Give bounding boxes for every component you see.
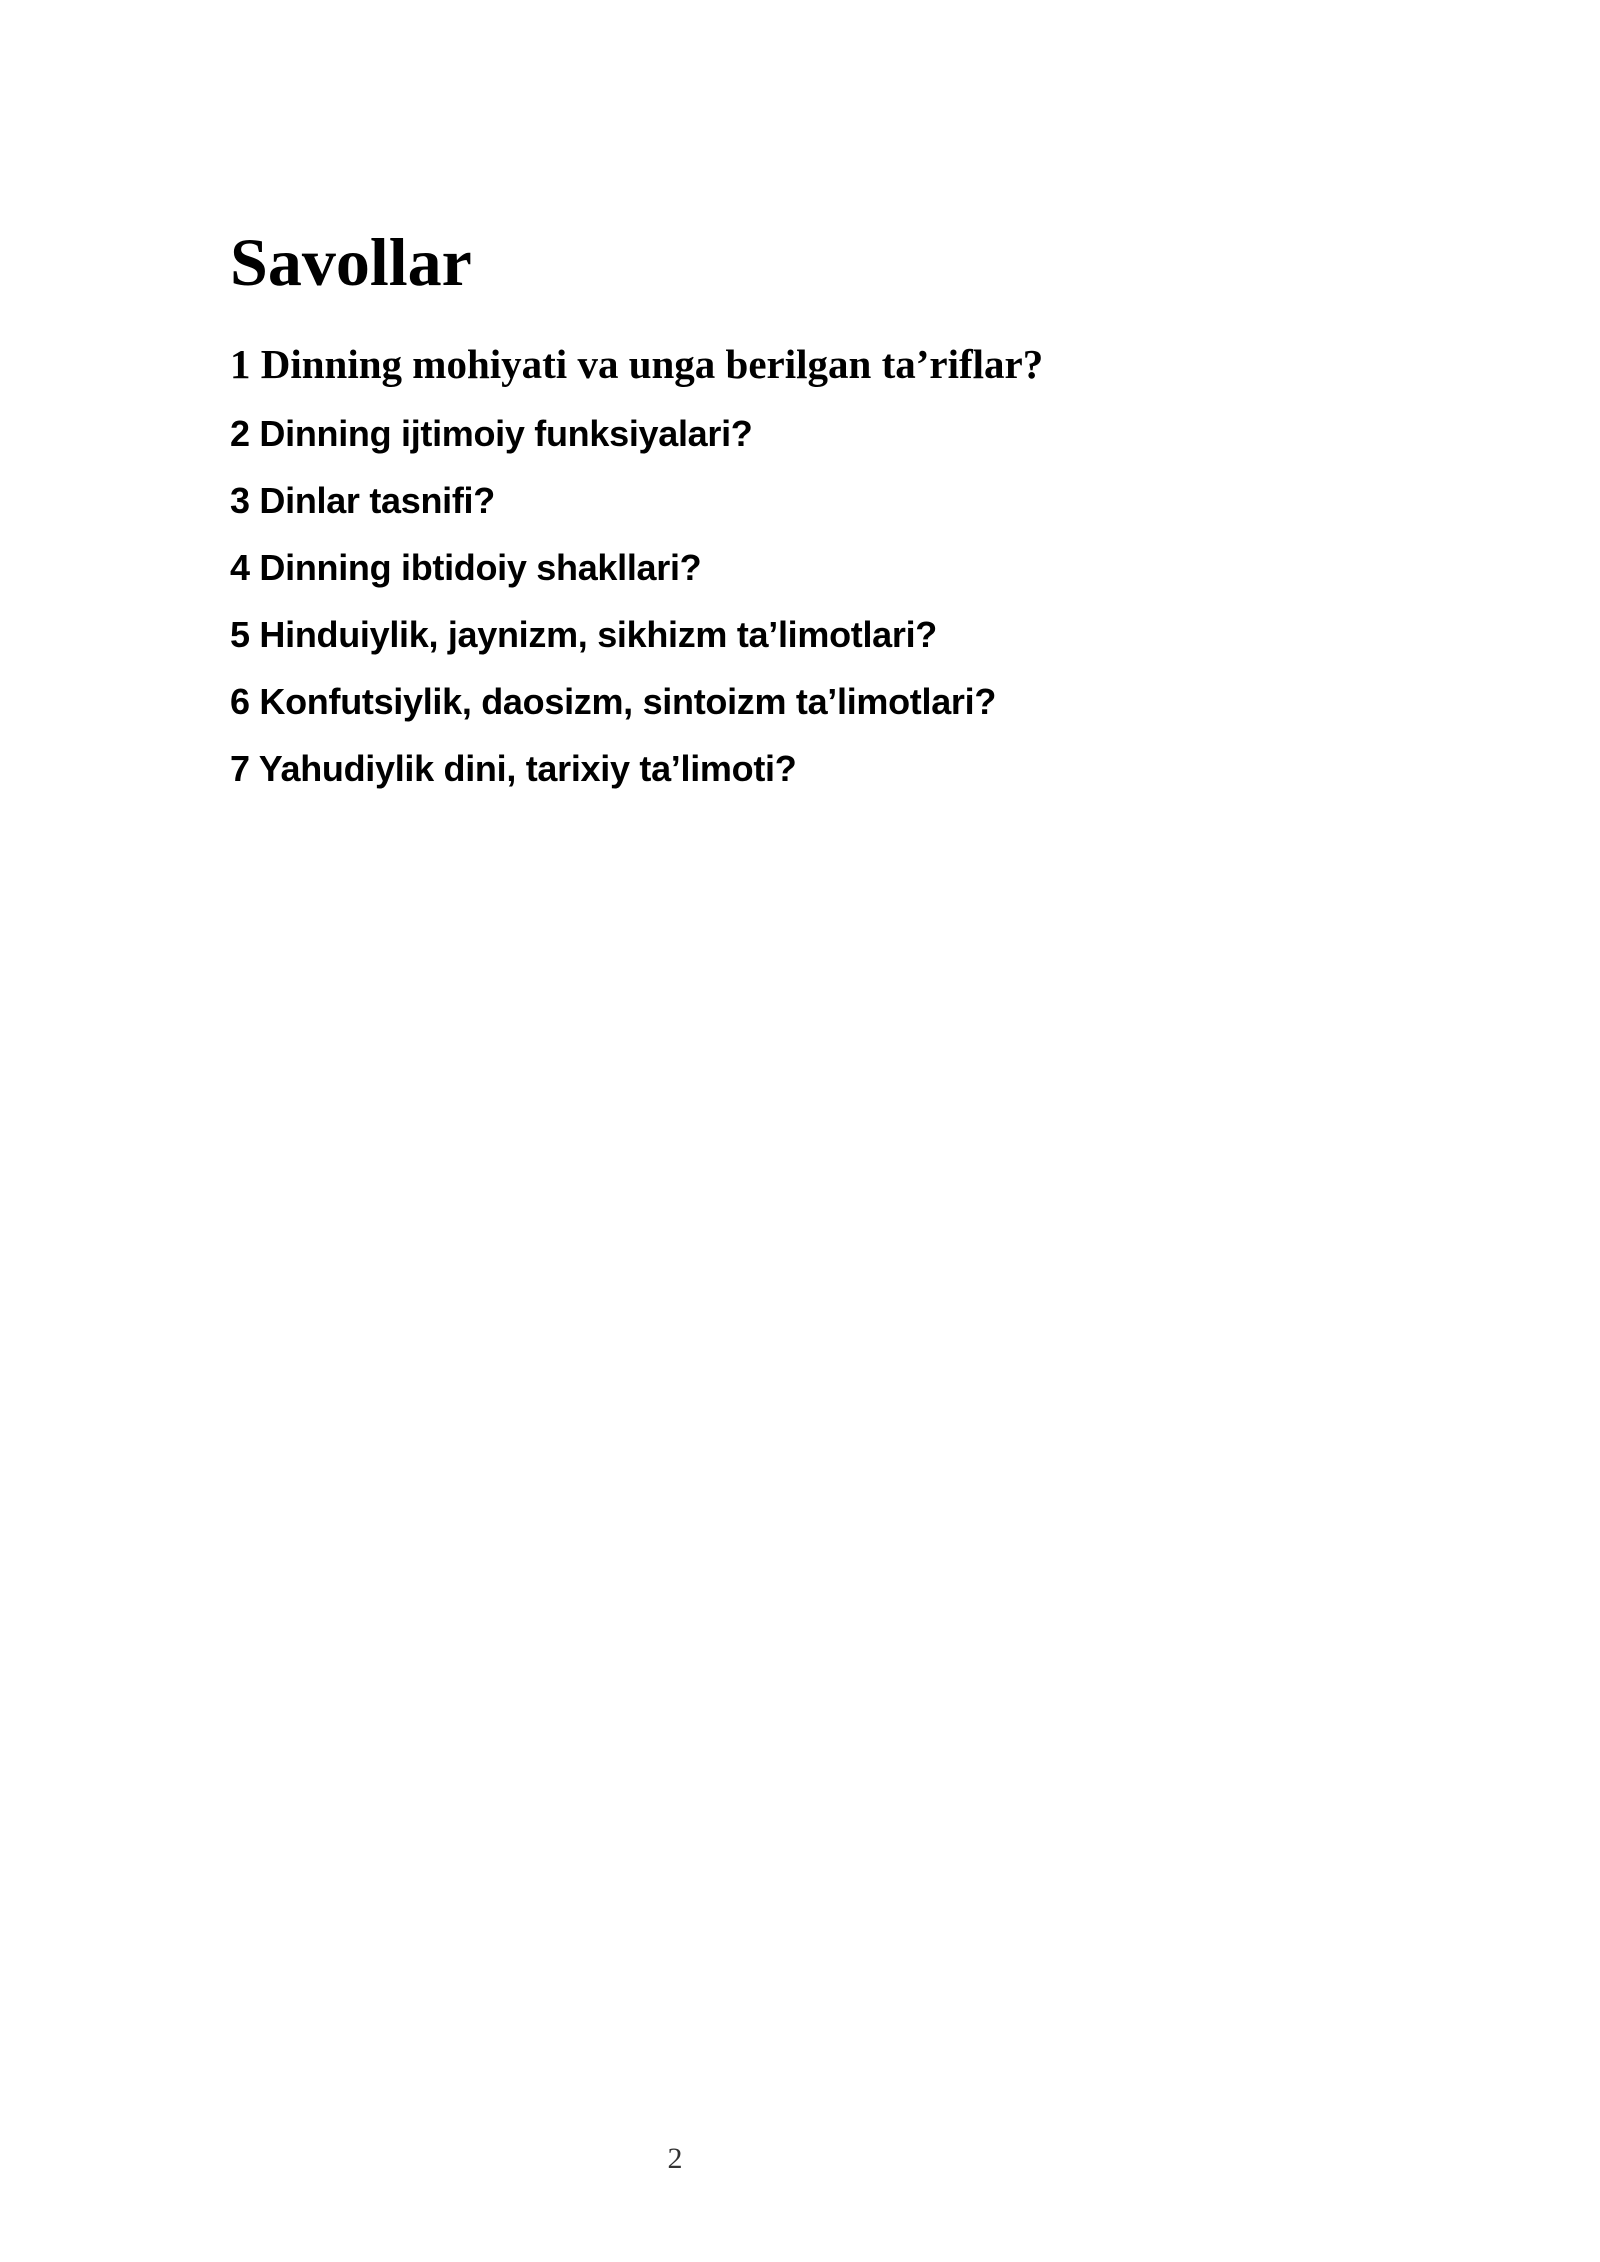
question-item-2: 2 Dinning ijtimoiy funksiyalari? [230,413,753,454]
page-content [230,224,1430,818]
question-item-6: 6 Konfutsiylik, daosizm, sintoizm ta’limotlari? [230,681,997,722]
question-list [230,341,1430,789]
question-item-7: 7 Yahudiylik dini, tarixiy ta’limoti? [230,748,797,789]
question-item-5: 5 Hinduiylik, jaynizm, sikhizm ta’limotlari? [230,614,937,655]
question-item-1: 1 Dinning mohiyati va unga berilgan ta’riflar? [230,341,1044,387]
page-number: 2 [667,2142,683,2175]
page-title: Savollar [230,224,472,300]
question-item-4: 4 Dinning ibtidoiy shakllari? [230,547,702,588]
question-item-3: 3 Dinlar tasnifi? [230,480,495,521]
